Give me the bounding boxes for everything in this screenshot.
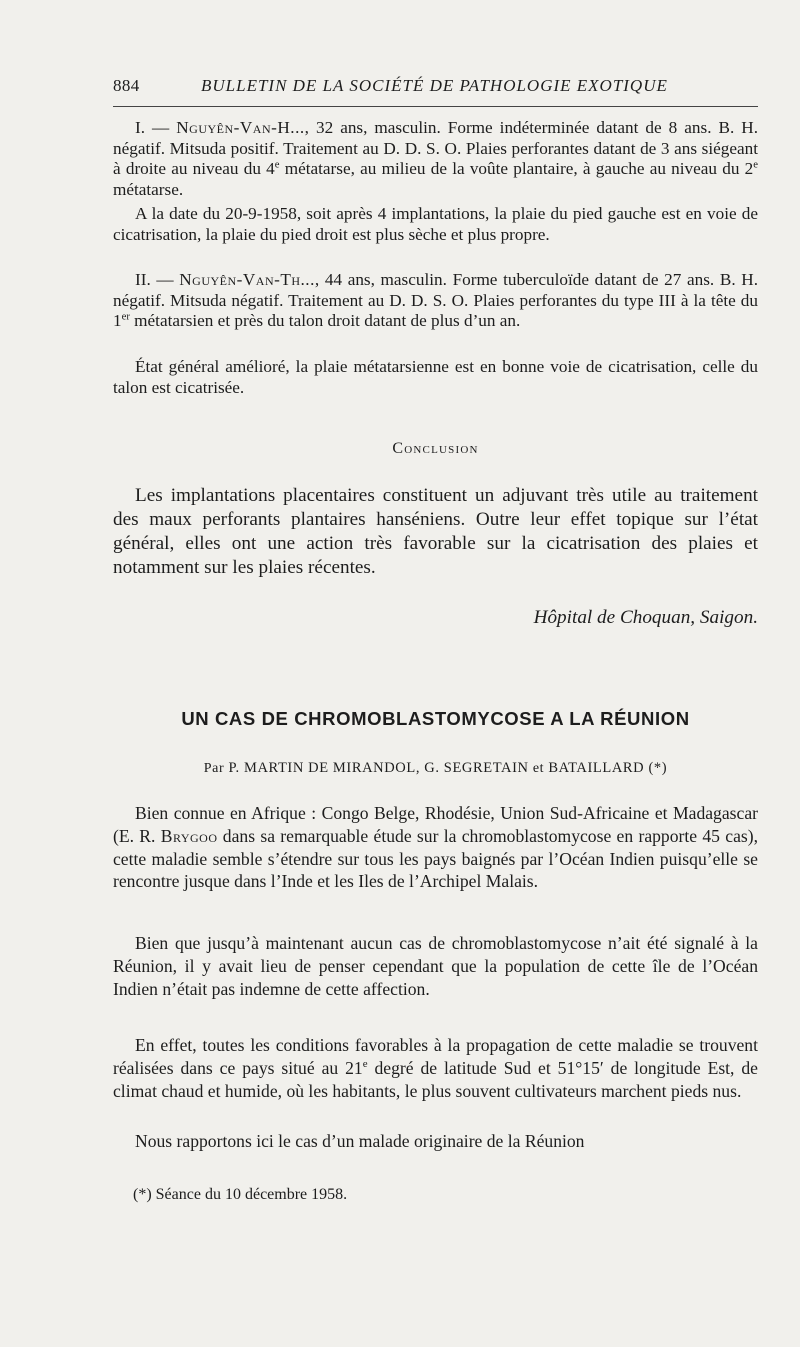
authors-by: Par xyxy=(203,761,225,776)
article-paragraph-3 xyxy=(113,1034,758,1102)
p1-part-a: Bien connue en Afrique : Congo Belge, Rhodésie, Union Sud-Africaine et Madagascar (E. R. xyxy=(113,803,758,846)
article-paragraph-2: Bien que jusqu’à maintenant aucun cas de chromoblastomycose n’ait été signalé à la Réunion, il y avait lieu de penser cependant que la population de cette île de l’Océan Indien n’était pas indemne de cette affection. xyxy=(113,933,758,999)
case-2-roman: II. — xyxy=(135,270,174,289)
case-1-sup2: e xyxy=(753,159,758,171)
conclusion-heading: Conclusion xyxy=(392,440,479,457)
case-2-text2: métatarsien et près du talon droit datant de plus d’un an. xyxy=(129,311,521,330)
running-title: BULLETIN DE LA SOCIÉTÉ DE PATHOLOGIE EXOTIQUE xyxy=(201,76,668,95)
case-1-roman: I. — xyxy=(135,118,170,137)
case-2-followup: État général amélioré, la plaie métatarsienne est en bonne voie de cicatrisation, celle du talon est cicatrisée. xyxy=(113,357,758,397)
article-paragraph-1 xyxy=(113,802,758,893)
authors-and: et xyxy=(532,761,545,776)
authors-names: P. MARTIN DE MIRANDOL, G. SEGRETAIN xyxy=(228,760,529,776)
page-number: 884 xyxy=(113,76,140,95)
case-1-paragraph xyxy=(113,118,758,200)
article-paragraph-4: Nous rapportons ici le cas d’un malade originaire de la Réunion xyxy=(135,1131,585,1151)
case-2-sup1: er xyxy=(121,311,130,323)
conclusion-text: Les implantations placentaires constituent un adjuvant très utile au traitement des maux perforants plantaires hanséniens. Outre leur effet topique sur l’état général, elles ont une action très favorable sur la cicatrisation des plaies et notamment sur les plaies récentes. xyxy=(113,485,758,578)
authors-last: BATAILLARD xyxy=(548,760,645,776)
case-1-name: Nguyên-Van-H... xyxy=(176,118,305,137)
case-1-text3: métatarse. xyxy=(113,179,184,199)
p1-author-name: Brygoo xyxy=(160,825,218,846)
p3-part-a: En effet, toutes les conditions favorables à la propagation de cette maladie se trouvent réalisées dans ce pays situé au 21 xyxy=(113,1035,758,1078)
case-1-sup1: e xyxy=(274,159,280,171)
case-2-name: Nguyên-Van-Th... xyxy=(179,270,315,289)
header-rule xyxy=(113,106,758,107)
page-header xyxy=(113,76,758,100)
footnote: (*) Séance du 10 décembre 1958. xyxy=(133,1186,348,1203)
article-authors xyxy=(113,760,758,777)
footnote-mark: (*) xyxy=(648,760,668,776)
signature: Hôpital de Choquan, Saigon. xyxy=(533,607,758,628)
p3-part-b: degré de latitude Sud et 51°15′ de longitude Est, de climat chaud et humide, où les habitants, le plus souvent cultivateurs marchent pieds nus. xyxy=(113,1057,758,1101)
case-1-followup: A la date du 20-9-1958, soit après 4 implantations, la plaie du pied gauche est en voie de cicatrisation, la plaie du pied droit est plus sèche et plus propre. xyxy=(113,204,758,244)
case-2-paragraph xyxy=(113,270,758,332)
case-1-text2: métatarse, au milieu de la voûte plantaire, à gauche au niveau du 2 xyxy=(279,159,754,178)
p3-sup: e xyxy=(362,1057,368,1070)
case-2-text: , 44 ans, masculin. Forme tuberculoïde datant de 27 ans. B. H. négatif. Mitsuda négatif. Traitement au D. D. S. O. Plaies perforantes du type III à la tête du 1 xyxy=(113,270,759,330)
p1-part-b: dans sa remarquable étude sur la chromoblastomycose en rapporte 45 cas), cette maladie semble s’étendre sur tous les pays baignés par l’Océan Indien puisqu’elle se rencontre jusque dans l’Inde et les Iles de l’Archipel Malais. xyxy=(113,825,758,892)
article-title: UN CAS DE CHROMOBLASTOMYCOSE A LA RÉUNION xyxy=(181,708,690,729)
case-1-text: , 32 ans, masculin. Forme indéterminée datant de 8 ans. B. H. négatif. Mitsuda positif. Traitement au D. D. S. O. Plaies perforantes datant de 3 ans siégeant à droite au niveau du 4 xyxy=(113,118,759,178)
